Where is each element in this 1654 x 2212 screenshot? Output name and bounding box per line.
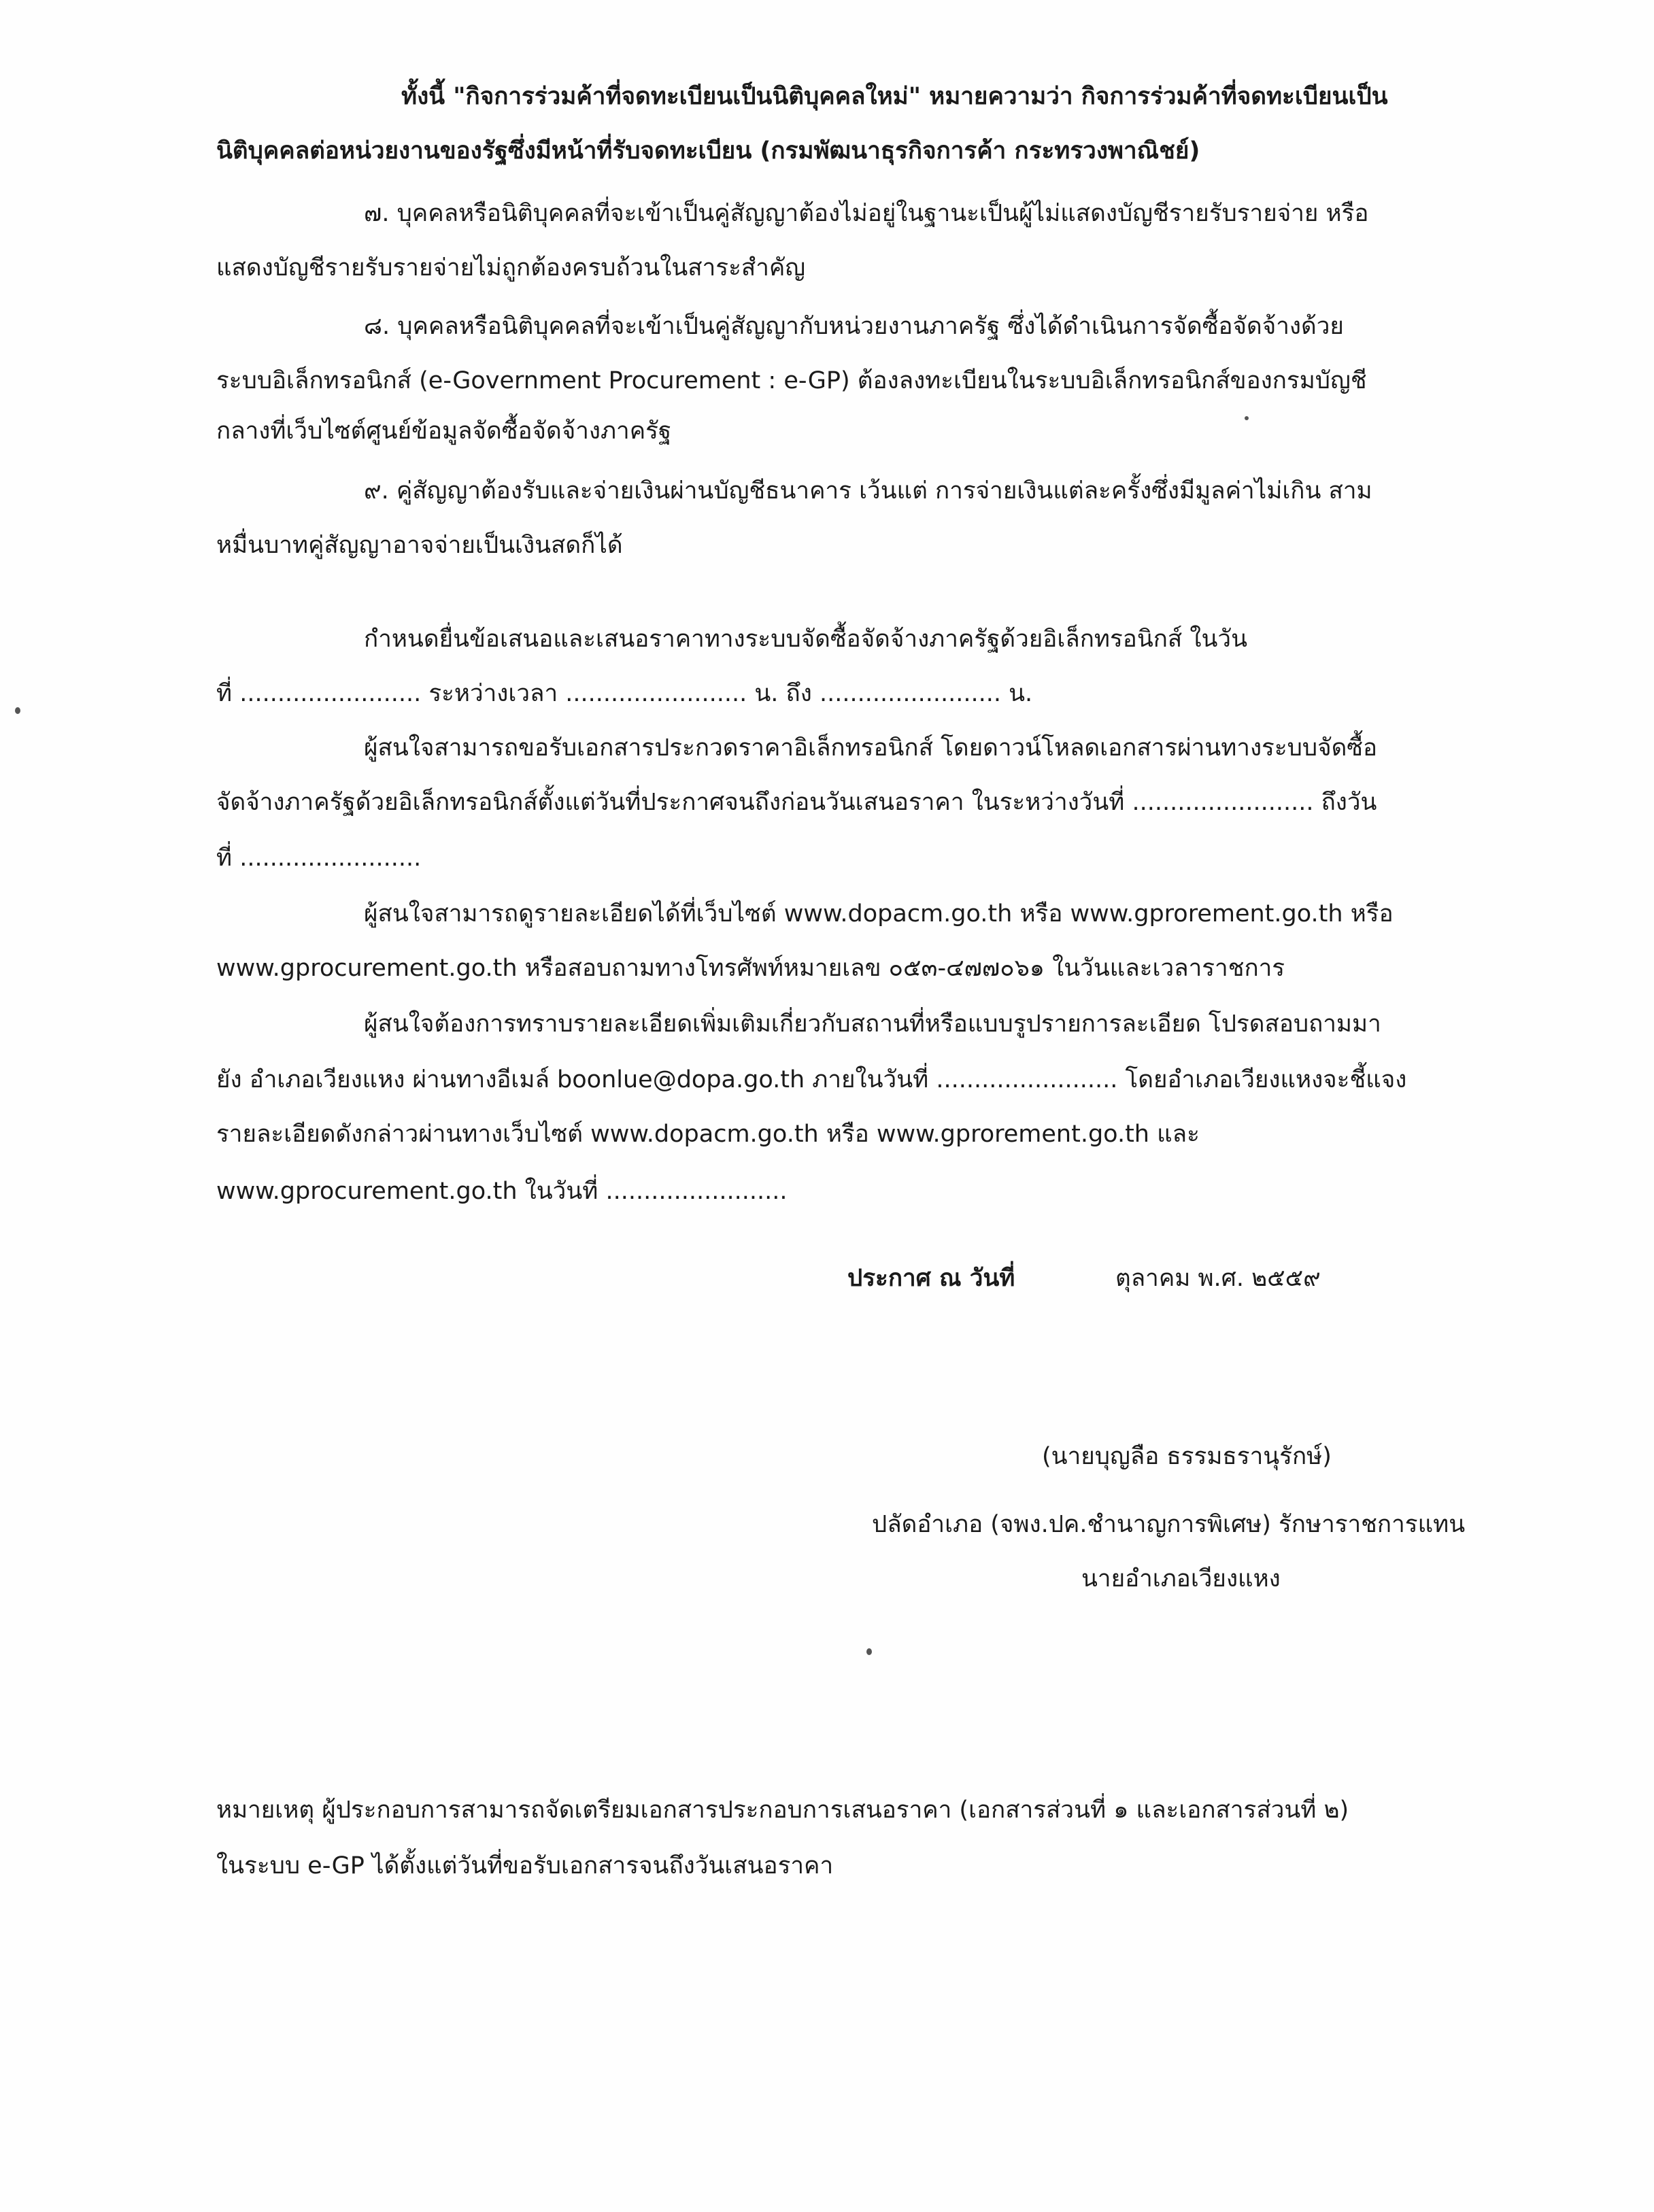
note-line-2: ในระบบ e-GP ได้ตั้งแต่วันที่ขอรับเอกสารจนถึงวันเสนอราคา — [216, 1852, 834, 1879]
clause-8-line-3: กลางที่เว็บไซต์ศูนย์ข้อมูลจัดซื้อจัดจ้างภาครัฐ — [216, 418, 672, 445]
clause-7-line-2: แสดงบัญชีรายรับรายจ่ายไม่ถูกต้องครบถ้วนในสาระสำคัญ — [216, 254, 806, 282]
clause-8-line-2: ระบบอิเล็กทรอนิกส์ (e-Government Procurement : e-GP) ต้องลงทะเบียนในระบบอิเล็กทรอนิกส์ของกรมบัญชี — [216, 367, 1367, 394]
inquiry-line-4: www.gprocurement.go.th ในวันที่ ........................ — [216, 1178, 788, 1205]
clause-7-line-1: ๗. บุคคลหรือนิติบุคคลที่จะเข้าเป็นคู่สัญญาต้องไม่อยู่ในฐานะเป็นผู้ไม่แสดงบัญชีรายรับรายจ่าย หรือ — [364, 200, 1369, 227]
download-line-3: ที่ ........................ — [216, 845, 422, 872]
signatory-office: นายอำเภอเวียงแหง — [1081, 1565, 1281, 1593]
clause-8-line-1: ๘. บุคคลหรือนิติบุคคลที่จะเข้าเป็นคู่สัญญากับหน่วยงานภาครัฐ ซึ่งได้ดำเนินการจัดซื้อจัดจ้างด้วย — [364, 313, 1344, 340]
submission-line-2: ที่ ........................ ระหว่างเวลา ........................ น. ถึง ........................ น. — [216, 680, 1033, 707]
scan-speck — [1245, 416, 1249, 420]
submission-line-1: กำหนดยื่นข้อเสนอและเสนอราคาทางระบบจัดซื้อจัดจ้างภาครัฐด้วยอิเล็กทรอนิกส์ ในวัน — [364, 626, 1248, 653]
scan-speck — [15, 707, 20, 714]
announce-date: ตุลาคม พ.ศ. ๒๕๕๙ — [1115, 1265, 1321, 1292]
signatory-position: ปลัดอำเภอ (จพง.ปค.ชำนาญการพิเศษ) รักษาราชการแทน — [872, 1511, 1466, 1538]
inquiry-line-1: ผู้สนใจต้องการทราบรายละเอียดเพิ่มเติมเกี่ยวกับสถานที่หรือแบบรูปรายการละเอียด โปรดสอบถามมา — [364, 1010, 1381, 1038]
download-line-2: จัดจ้างภาครัฐด้วยอิเล็กทรอนิกส์ตั้งแต่วันที่ประกาศจนถึงก่อนวันเสนอราคา ในระหว่างวันที่ ........................ ถึงวัน — [216, 789, 1377, 816]
download-line-1: ผู้สนใจสามารถขอรับเอกสารประกวดราคาอิเล็กทรอนิกส์ โดยดาวน์โหลดเอกสารผ่านทางระบบจัดซื้อ — [364, 734, 1378, 762]
clause-9-line-2: หมื่นบาทคู่สัญญาอาจจ่ายเป็นเงินสดก็ได้ — [216, 532, 623, 559]
clause-definition-line-2: นิติบุคคลต่อหน่วยงานของรัฐซึ่งมีหน้าที่รับจดทะเบียน (กรมพัฒนาธุรกิจการค้า กระทรวงพาณิชย์) — [216, 137, 1200, 165]
clause-definition-line-1: ทั้งนี้ "กิจการร่วมค้าที่จดทะเบียนเป็นนิติบุคคลใหม่" หมายความว่า กิจการร่วมค้าที่จดทะเบียนเป็น — [401, 83, 1388, 110]
announce-label: ประกาศ ณ วันที่ — [847, 1265, 1015, 1292]
details-line-2: www.gprocurement.go.th หรือสอบถามทางโทรศัพท์หมายเลข ๐๕๓-๔๗๗๐๖๑ ในวันและเวลาราชการ — [216, 955, 1285, 982]
note-line-1: หมายเหตุ ผู้ประกอบการสามารถจัดเตรียมเอกสารประกอบการเสนอราคา (เอกสารส่วนที่ ๑ และเอกสารส่วนที่ ๒) — [216, 1797, 1349, 1824]
inquiry-line-2: ยัง อำเภอเวียงแหง ผ่านทางอีเมล์ boonlue@dopa.go.th ภายในวันที่ ........................ โดยอำเภอเวียงแหงจะชี้แจง — [216, 1066, 1407, 1093]
signatory-name: (นายบุญลือ ธรรมธรานุรักษ์) — [1042, 1443, 1332, 1470]
clause-9-line-1: ๙. คู่สัญญาต้องรับและจ่ายเงินผ่านบัญชีธนาคาร เว้นแต่ การจ่ายเงินแต่ละครั้งซึ่งมีมูลค่าไม่เกิน สาม — [364, 477, 1372, 505]
scan-speck — [866, 1648, 872, 1655]
inquiry-line-3: รายละเอียดดังกล่าวผ่านทางเว็บไซต์ www.dopacm.go.th หรือ www.gprorement.go.th และ — [216, 1121, 1200, 1148]
details-line-1: ผู้สนใจสามารถดูรายละเอียดได้ที่เว็บไซต์ www.dopacm.go.th หรือ www.gprorement.go.th หรือ — [364, 900, 1394, 928]
